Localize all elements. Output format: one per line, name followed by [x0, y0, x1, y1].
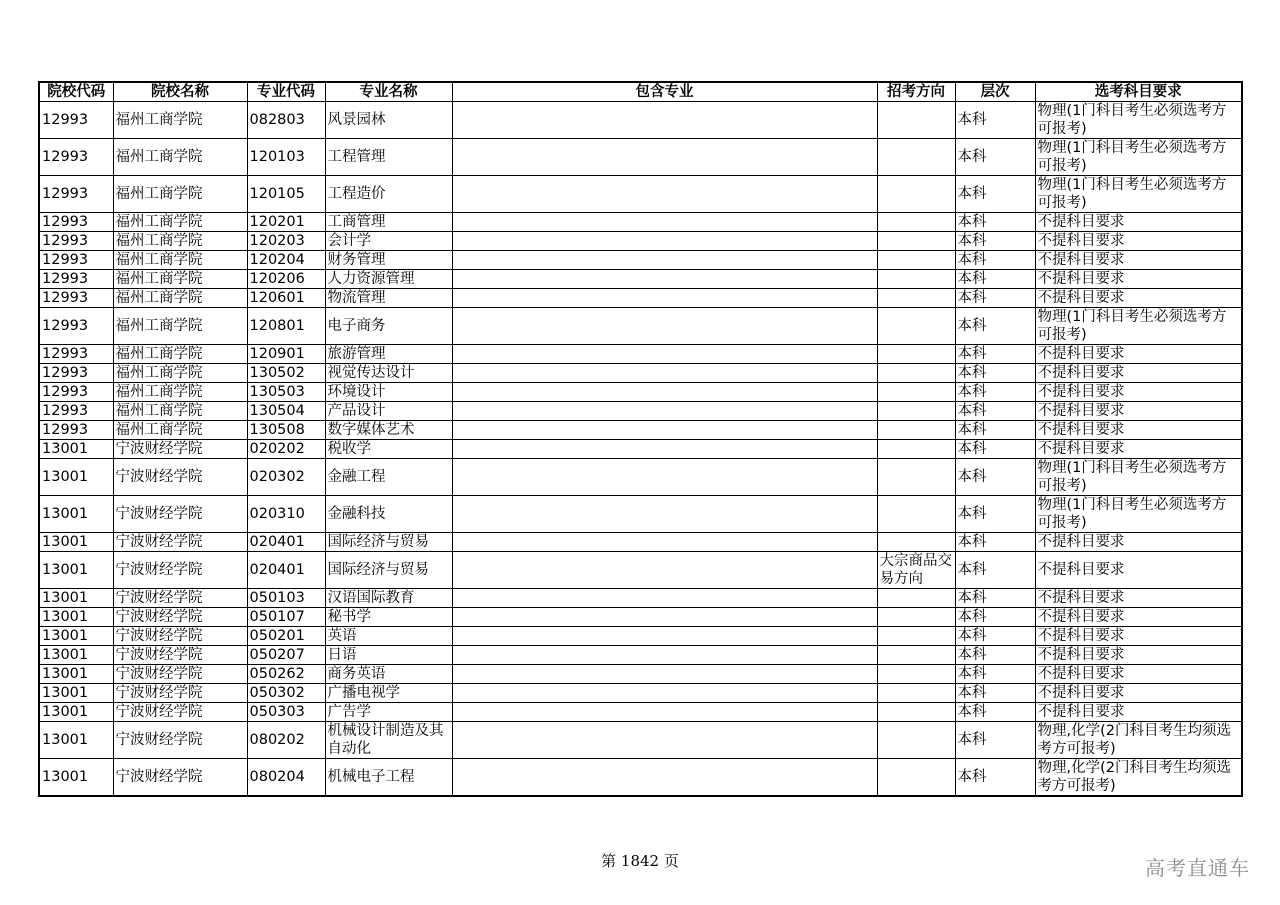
cell-admission-direction — [877, 608, 955, 627]
cell-subject-requirement: 物理(1门科目考生必须选考方可报考) — [1035, 308, 1242, 345]
cell-school-code: 13001 — [39, 722, 113, 759]
cell-included-majors — [452, 383, 877, 402]
cell-school-code: 12993 — [39, 270, 113, 289]
cell-included-majors — [452, 759, 877, 797]
cell-included-majors — [452, 552, 877, 589]
cell-major-name: 国际经济与贸易 — [325, 552, 452, 589]
cell-subject-requirement: 不提科目要求 — [1035, 232, 1242, 251]
cell-school-name: 宁波财经学院 — [113, 703, 247, 722]
cell-major-name: 国际经济与贸易 — [325, 533, 452, 552]
cell-subject-requirement: 不提科目要求 — [1035, 703, 1242, 722]
table-row — [39, 421, 1242, 440]
table-row — [39, 703, 1242, 722]
cell-level: 本科 — [955, 308, 1035, 345]
cell-major-code: 130508 — [247, 421, 325, 440]
table-row — [39, 308, 1242, 345]
cell-subject-requirement: 不提科目要求 — [1035, 646, 1242, 665]
cell-school-name: 宁波财经学院 — [113, 608, 247, 627]
cell-subject-requirement: 不提科目要求 — [1035, 345, 1242, 364]
cell-admission-direction — [877, 589, 955, 608]
header-level: 层次 — [955, 82, 1035, 102]
cell-level: 本科 — [955, 608, 1035, 627]
cell-school-name: 福州工商学院 — [113, 308, 247, 345]
cell-level: 本科 — [955, 364, 1035, 383]
table-row — [39, 176, 1242, 213]
cell-subject-requirement: 物理(1门科目考生必须选考方可报考) — [1035, 139, 1242, 176]
cell-major-name: 工程管理 — [325, 139, 452, 176]
table-row — [39, 627, 1242, 646]
cell-level: 本科 — [955, 589, 1035, 608]
cell-admission-direction — [877, 102, 955, 139]
cell-major-code: 120105 — [247, 176, 325, 213]
table-row — [39, 646, 1242, 665]
cell-included-majors — [452, 402, 877, 421]
cell-major-code: 120204 — [247, 251, 325, 270]
cell-included-majors — [452, 176, 877, 213]
cell-major-name: 人力资源管理 — [325, 270, 452, 289]
cell-admission-direction — [877, 759, 955, 797]
table-row — [39, 496, 1242, 533]
cell-level: 本科 — [955, 270, 1035, 289]
cell-major-code: 050103 — [247, 589, 325, 608]
cell-school-name: 福州工商学院 — [113, 364, 247, 383]
cell-level: 本科 — [955, 345, 1035, 364]
cell-school-name: 福州工商学院 — [113, 421, 247, 440]
cell-school-code: 12993 — [39, 232, 113, 251]
table-header-row — [39, 82, 1242, 102]
cell-major-code: 082803 — [247, 102, 325, 139]
table-row — [39, 364, 1242, 383]
cell-included-majors — [452, 496, 877, 533]
header-admission-direction: 招考方向 — [877, 82, 955, 102]
cell-subject-requirement: 物理(1门科目考生必须选考方可报考) — [1035, 459, 1242, 496]
cell-school-code: 13001 — [39, 684, 113, 703]
cell-included-majors — [452, 646, 877, 665]
cell-major-name: 广告学 — [325, 703, 452, 722]
cell-major-name: 金融工程 — [325, 459, 452, 496]
cell-included-majors — [452, 533, 877, 552]
cell-subject-requirement: 不提科目要求 — [1035, 627, 1242, 646]
cell-major-name: 秘书学 — [325, 608, 452, 627]
cell-school-code: 12993 — [39, 308, 113, 345]
cell-subject-requirement: 物理,化学(2门科目考生均须选考方可报考) — [1035, 722, 1242, 759]
cell-school-code: 12993 — [39, 364, 113, 383]
cell-level: 本科 — [955, 759, 1035, 797]
header-included-majors: 包含专业 — [452, 82, 877, 102]
admissions-table — [38, 81, 1243, 797]
table-row — [39, 459, 1242, 496]
cell-included-majors — [452, 440, 877, 459]
cell-included-majors — [452, 421, 877, 440]
cell-major-name: 英语 — [325, 627, 452, 646]
page-number: 第 1842 页 — [601, 852, 679, 870]
cell-included-majors — [452, 289, 877, 308]
cell-school-name: 宁波财经学院 — [113, 552, 247, 589]
cell-level: 本科 — [955, 232, 1035, 251]
cell-major-name: 机械设计制造及其自动化 — [325, 722, 452, 759]
cell-included-majors — [452, 608, 877, 627]
cell-admission-direction — [877, 213, 955, 232]
cell-included-majors — [452, 459, 877, 496]
cell-major-name: 会计学 — [325, 232, 452, 251]
cell-level: 本科 — [955, 684, 1035, 703]
cell-school-code: 13001 — [39, 533, 113, 552]
cell-admission-direction — [877, 665, 955, 684]
cell-school-code: 13001 — [39, 496, 113, 533]
cell-admission-direction — [877, 364, 955, 383]
cell-school-code: 12993 — [39, 213, 113, 232]
cell-level: 本科 — [955, 383, 1035, 402]
cell-school-name: 宁波财经学院 — [113, 496, 247, 533]
cell-major-code: 120103 — [247, 139, 325, 176]
cell-included-majors — [452, 232, 877, 251]
cell-subject-requirement: 不提科目要求 — [1035, 533, 1242, 552]
cell-included-majors — [452, 213, 877, 232]
cell-included-majors — [452, 139, 877, 176]
header-school-name: 院校名称 — [113, 82, 247, 102]
cell-major-code: 050303 — [247, 703, 325, 722]
cell-school-name: 福州工商学院 — [113, 251, 247, 270]
cell-admission-direction — [877, 421, 955, 440]
cell-level: 本科 — [955, 102, 1035, 139]
cell-school-name: 宁波财经学院 — [113, 646, 247, 665]
cell-school-name: 福州工商学院 — [113, 232, 247, 251]
cell-included-majors — [452, 364, 877, 383]
cell-admission-direction — [877, 533, 955, 552]
header-subject-requirement: 选考科目要求 — [1035, 82, 1242, 102]
cell-major-code: 020302 — [247, 459, 325, 496]
cell-major-name: 财务管理 — [325, 251, 452, 270]
cell-included-majors — [452, 102, 877, 139]
header-major-name: 专业名称 — [325, 82, 452, 102]
cell-major-code: 120901 — [247, 345, 325, 364]
cell-school-code: 12993 — [39, 251, 113, 270]
cell-level: 本科 — [955, 533, 1035, 552]
cell-subject-requirement: 物理,化学(2门科目考生均须选考方可报考) — [1035, 759, 1242, 797]
cell-included-majors — [452, 589, 877, 608]
cell-admission-direction — [877, 703, 955, 722]
cell-school-code: 12993 — [39, 383, 113, 402]
cell-subject-requirement: 不提科目要求 — [1035, 665, 1242, 684]
cell-level: 本科 — [955, 703, 1035, 722]
table-row — [39, 251, 1242, 270]
cell-admission-direction — [877, 722, 955, 759]
cell-level: 本科 — [955, 665, 1035, 684]
cell-admission-direction — [877, 646, 955, 665]
table-row — [39, 759, 1242, 797]
cell-major-name: 数字媒体艺术 — [325, 421, 452, 440]
cell-major-name: 税收学 — [325, 440, 452, 459]
cell-subject-requirement: 不提科目要求 — [1035, 608, 1242, 627]
cell-subject-requirement: 不提科目要求 — [1035, 589, 1242, 608]
cell-major-code: 120206 — [247, 270, 325, 289]
cell-level: 本科 — [955, 176, 1035, 213]
cell-major-name: 广播电视学 — [325, 684, 452, 703]
cell-subject-requirement: 物理(1门科目考生必须选考方可报考) — [1035, 102, 1242, 139]
cell-major-name: 环境设计 — [325, 383, 452, 402]
cell-school-code: 12993 — [39, 402, 113, 421]
table-row — [39, 608, 1242, 627]
cell-included-majors — [452, 251, 877, 270]
cell-level: 本科 — [955, 251, 1035, 270]
cell-admission-direction — [877, 496, 955, 533]
cell-school-name: 福州工商学院 — [113, 402, 247, 421]
cell-admission-direction — [877, 345, 955, 364]
cell-school-code: 13001 — [39, 627, 113, 646]
cell-admission-direction — [877, 402, 955, 421]
cell-admission-direction — [877, 440, 955, 459]
cell-school-code: 12993 — [39, 345, 113, 364]
cell-subject-requirement: 不提科目要求 — [1035, 364, 1242, 383]
cell-major-name: 风景园林 — [325, 102, 452, 139]
cell-school-name: 福州工商学院 — [113, 270, 247, 289]
cell-school-name: 福州工商学院 — [113, 139, 247, 176]
cell-level: 本科 — [955, 552, 1035, 589]
cell-school-code: 13001 — [39, 759, 113, 797]
cell-subject-requirement: 物理(1门科目考生必须选考方可报考) — [1035, 176, 1242, 213]
cell-school-name: 宁波财经学院 — [113, 589, 247, 608]
cell-level: 本科 — [955, 421, 1035, 440]
cell-school-code: 13001 — [39, 440, 113, 459]
header-school-code: 院校代码 — [39, 82, 113, 102]
cell-school-code: 12993 — [39, 176, 113, 213]
cell-admission-direction — [877, 383, 955, 402]
cell-major-name: 视觉传达设计 — [325, 364, 452, 383]
cell-major-code: 130504 — [247, 402, 325, 421]
table-row — [39, 589, 1242, 608]
cell-major-code: 080204 — [247, 759, 325, 797]
cell-school-name: 宁波财经学院 — [113, 684, 247, 703]
cell-major-name: 工程造价 — [325, 176, 452, 213]
cell-included-majors — [452, 627, 877, 646]
cell-major-code: 130502 — [247, 364, 325, 383]
cell-level: 本科 — [955, 459, 1035, 496]
cell-level: 本科 — [955, 627, 1035, 646]
cell-school-code: 12993 — [39, 421, 113, 440]
table-row — [39, 533, 1242, 552]
cell-major-code: 120801 — [247, 308, 325, 345]
cell-subject-requirement: 不提科目要求 — [1035, 440, 1242, 459]
cell-school-name: 福州工商学院 — [113, 383, 247, 402]
cell-admission-direction — [877, 270, 955, 289]
cell-admission-direction — [877, 139, 955, 176]
cell-major-code: 120201 — [247, 213, 325, 232]
cell-major-name: 机械电子工程 — [325, 759, 452, 797]
cell-school-code: 13001 — [39, 608, 113, 627]
cell-school-code: 12993 — [39, 139, 113, 176]
cell-level: 本科 — [955, 213, 1035, 232]
table-row — [39, 722, 1242, 759]
cell-admission-direction — [877, 289, 955, 308]
cell-school-code: 13001 — [39, 665, 113, 684]
cell-major-code: 020401 — [247, 533, 325, 552]
cell-level: 本科 — [955, 139, 1035, 176]
table-row — [39, 139, 1242, 176]
cell-major-code: 120601 — [247, 289, 325, 308]
cell-included-majors — [452, 684, 877, 703]
cell-major-code: 050207 — [247, 646, 325, 665]
table-body — [39, 102, 1242, 797]
cell-school-name: 福州工商学院 — [113, 345, 247, 364]
table-row — [39, 345, 1242, 364]
cell-major-code: 120203 — [247, 232, 325, 251]
cell-school-name: 福州工商学院 — [113, 289, 247, 308]
cell-admission-direction — [877, 459, 955, 496]
cell-school-code: 12993 — [39, 289, 113, 308]
cell-subject-requirement: 不提科目要求 — [1035, 213, 1242, 232]
cell-subject-requirement: 不提科目要求 — [1035, 270, 1242, 289]
cell-admission-direction — [877, 627, 955, 646]
cell-major-code: 020310 — [247, 496, 325, 533]
cell-included-majors — [452, 703, 877, 722]
cell-level: 本科 — [955, 722, 1035, 759]
cell-subject-requirement: 不提科目要求 — [1035, 383, 1242, 402]
cell-level: 本科 — [955, 440, 1035, 459]
cell-major-code: 050107 — [247, 608, 325, 627]
cell-subject-requirement: 不提科目要求 — [1035, 251, 1242, 270]
cell-level: 本科 — [955, 496, 1035, 533]
cell-school-name: 宁波财经学院 — [113, 533, 247, 552]
cell-major-name: 商务英语 — [325, 665, 452, 684]
cell-school-name: 宁波财经学院 — [113, 759, 247, 797]
cell-school-code: 13001 — [39, 552, 113, 589]
cell-admission-direction — [877, 251, 955, 270]
table-row — [39, 552, 1242, 589]
table-row — [39, 289, 1242, 308]
cell-school-code: 12993 — [39, 102, 113, 139]
cell-school-name: 宁波财经学院 — [113, 627, 247, 646]
cell-school-code: 13001 — [39, 703, 113, 722]
cell-school-name: 宁波财经学院 — [113, 459, 247, 496]
cell-major-name: 物流管理 — [325, 289, 452, 308]
table-row — [39, 383, 1242, 402]
table-row — [39, 270, 1242, 289]
cell-major-name: 金融科技 — [325, 496, 452, 533]
cell-major-code: 130503 — [247, 383, 325, 402]
cell-school-name: 福州工商学院 — [113, 102, 247, 139]
cell-level: 本科 — [955, 646, 1035, 665]
table-row — [39, 684, 1242, 703]
cell-major-name: 工商管理 — [325, 213, 452, 232]
table-row — [39, 213, 1242, 232]
cell-major-code: 020202 — [247, 440, 325, 459]
cell-admission-direction — [877, 308, 955, 345]
cell-included-majors — [452, 308, 877, 345]
cell-major-name: 旅游管理 — [325, 345, 452, 364]
cell-subject-requirement: 不提科目要求 — [1035, 402, 1242, 421]
cell-included-majors — [452, 665, 877, 684]
cell-admission-direction — [877, 232, 955, 251]
cell-school-name: 宁波财经学院 — [113, 722, 247, 759]
cell-major-code: 050302 — [247, 684, 325, 703]
table-row — [39, 232, 1242, 251]
cell-subject-requirement: 不提科目要求 — [1035, 289, 1242, 308]
cell-major-code: 050262 — [247, 665, 325, 684]
cell-major-name: 汉语国际教育 — [325, 589, 452, 608]
cell-major-code: 020401 — [247, 552, 325, 589]
cell-major-name: 产品设计 — [325, 402, 452, 421]
cell-admission-direction — [877, 684, 955, 703]
cell-school-name: 福州工商学院 — [113, 176, 247, 213]
cell-level: 本科 — [955, 402, 1035, 421]
header-major-code: 专业代码 — [247, 82, 325, 102]
cell-major-code: 080202 — [247, 722, 325, 759]
cell-included-majors — [452, 270, 877, 289]
cell-major-code: 050201 — [247, 627, 325, 646]
cell-subject-requirement: 不提科目要求 — [1035, 421, 1242, 440]
cell-included-majors — [452, 722, 877, 759]
cell-school-name: 宁波财经学院 — [113, 665, 247, 684]
cell-admission-direction: 大宗商品交易方向 — [877, 552, 955, 589]
table-row — [39, 665, 1242, 684]
table-row — [39, 402, 1242, 421]
table-row — [39, 440, 1242, 459]
cell-school-name: 宁波财经学院 — [113, 440, 247, 459]
table-row — [39, 102, 1242, 139]
cell-subject-requirement: 物理(1门科目考生必须选考方可报考) — [1035, 496, 1242, 533]
cell-included-majors — [452, 345, 877, 364]
cell-level: 本科 — [955, 289, 1035, 308]
cell-major-name: 电子商务 — [325, 308, 452, 345]
cell-major-name: 日语 — [325, 646, 452, 665]
cell-subject-requirement: 不提科目要求 — [1035, 684, 1242, 703]
cell-school-name: 福州工商学院 — [113, 213, 247, 232]
cell-school-code: 13001 — [39, 646, 113, 665]
cell-subject-requirement: 不提科目要求 — [1035, 552, 1242, 589]
cell-school-code: 13001 — [39, 459, 113, 496]
watermark-logo-text: 高考直通车 — [1145, 856, 1250, 880]
cell-admission-direction — [877, 176, 955, 213]
cell-school-code: 13001 — [39, 589, 113, 608]
